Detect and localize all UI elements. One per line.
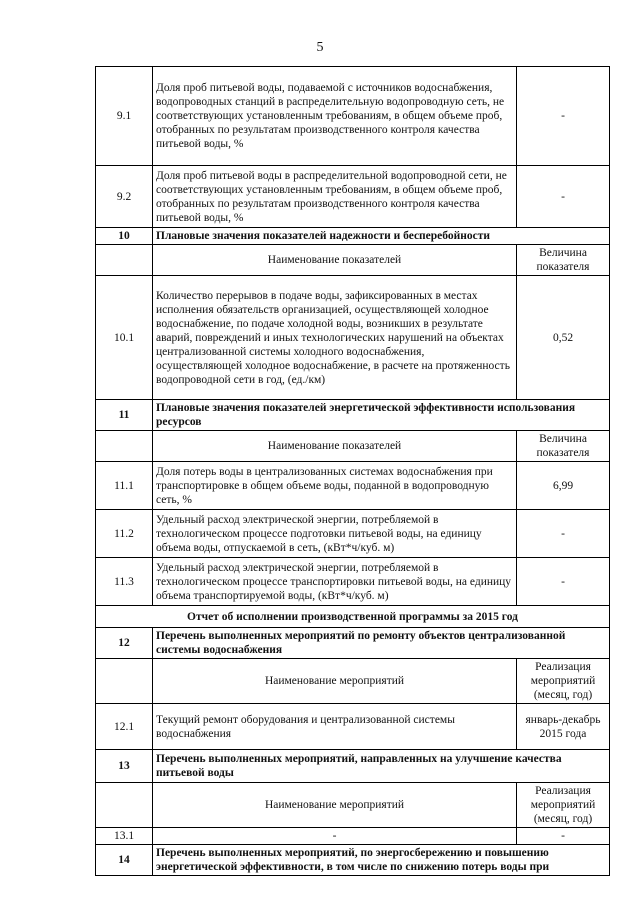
column-header-value: Реализация мероприятий (месяц, год) (517, 783, 610, 828)
table-row (96, 166, 610, 228)
section-title: Перечень выполненных мероприятий, направленных на улучшение качества питьевой воды (153, 750, 610, 783)
column-header-row (96, 245, 610, 276)
section-row (96, 628, 610, 659)
section-number: 13 (96, 750, 153, 783)
indicator-value: 6,99 (517, 462, 610, 510)
blank-cell (96, 659, 153, 704)
table-row (96, 558, 610, 606)
table-row (96, 67, 610, 166)
column-header-value: Величина показателя (517, 245, 610, 276)
section-title: Перечень выполненных мероприятий, по энергосбережению и повышению энергетической эффективности, в том числе по снижению потерь воды при (153, 845, 610, 876)
table-row (96, 510, 610, 558)
section-row (96, 400, 610, 431)
column-header-name: Наименование мероприятий (153, 783, 517, 828)
section-number: 12 (96, 628, 153, 659)
column-header-value: Реализация мероприятий (месяц, год) (517, 659, 610, 704)
row-number: 11.1 (96, 462, 153, 510)
section-row (96, 228, 610, 245)
table-row (96, 704, 610, 750)
column-header-name: Наименование показателей (153, 245, 517, 276)
row-number: 10.1 (96, 276, 153, 400)
row-number: 9.2 (96, 166, 153, 228)
row-number: 11.2 (96, 510, 153, 558)
row-number: 12.1 (96, 704, 153, 750)
indicator-value: 0,52 (517, 276, 610, 400)
column-header-value: Величина показателя (517, 431, 610, 462)
blank-cell (96, 783, 153, 828)
indicator-name: Доля потерь воды в централизованных системах водоснабжения при транспортировке в общем объеме воды, поданной в водопроводную сеть, % (153, 462, 517, 510)
report-title-row (96, 606, 610, 628)
section-number: 11 (96, 400, 153, 431)
indicator-name: Удельный расход электрической энергии, потребляемой в технологическом процессе подготовки питьевой воды, на единицу объема воды, отпускаемой в сеть, (кВт*ч/куб. м) (153, 510, 517, 558)
row-number: 11.3 (96, 558, 153, 606)
measure-name: Текущий ремонт оборудования и централизованной системы водоснабжения (153, 704, 517, 750)
indicator-name: Доля проб питьевой воды в распределительной водопроводной сети, не соответствующих установленным требованиям, в общем объеме проб, отобранных по результатам производственного контроля качества питьевой воды, % (153, 166, 517, 228)
row-number: 9.1 (96, 67, 153, 166)
column-header-row (96, 783, 610, 828)
measure-period: - (517, 828, 610, 845)
section-title: Плановые значения показателей энергетической эффективности использования ресурсов (153, 400, 610, 431)
section-row (96, 845, 610, 876)
blank-cell (96, 431, 153, 462)
indicator-value: - (517, 166, 610, 228)
indicator-value: - (517, 558, 610, 606)
section-number: 10 (96, 228, 153, 245)
measure-name: - (153, 828, 517, 845)
blank-cell (96, 245, 153, 276)
table-row (96, 828, 610, 845)
section-number: 14 (96, 845, 153, 876)
column-header-name: Наименование мероприятий (153, 659, 517, 704)
page-number: 5 (316, 40, 324, 55)
indicator-name: Доля проб питьевой воды, подаваемой с источников водоснабжения, водопроводных станций в распределительную водопроводную сеть, не соответствующих установленным требованиям, в общем объеме проб, отобранных по результатам производственного контроля качества питьевой воды, % (153, 67, 517, 166)
column-header-name: Наименование показателей (153, 431, 517, 462)
indicator-name: Количество перерывов в подаче воды, зафиксированных в местах исполнения обязательств организацией, осуществляющей холодное водоснабжение, по подаче холодной воды, возникших в результате аварий, повреждений и иных технологических нарушений на объектах централизованной системы холодного водоснабжения, осуществляющей холодное водоснабжение, в расчете на протяженность водопроводной сети в год, (ед./км) (153, 276, 517, 400)
column-header-row (96, 431, 610, 462)
indicator-value: - (517, 510, 610, 558)
section-title: Плановые значения показателей надежности и бесперебойности (153, 228, 610, 245)
row-number: 13.1 (96, 828, 153, 845)
indicator-name: Удельный расход электрической энергии, потребляемой в технологическом процессе транспортировки питьевой воды, на единицу объема транспортируемой воды, (кВт*ч/куб. м) (153, 558, 517, 606)
indicators-table (95, 66, 610, 876)
report-title: Отчет об исполнении производственной программы за 2015 год (96, 606, 610, 628)
section-title: Перечень выполненных мероприятий по ремонту объектов централизованной системы водоснабжения (153, 628, 610, 659)
indicator-value: - (517, 67, 610, 166)
section-row (96, 750, 610, 783)
column-header-row (96, 659, 610, 704)
table-row (96, 276, 610, 400)
table-row (96, 462, 610, 510)
measure-period: январь-декабрь 2015 года (517, 704, 610, 750)
